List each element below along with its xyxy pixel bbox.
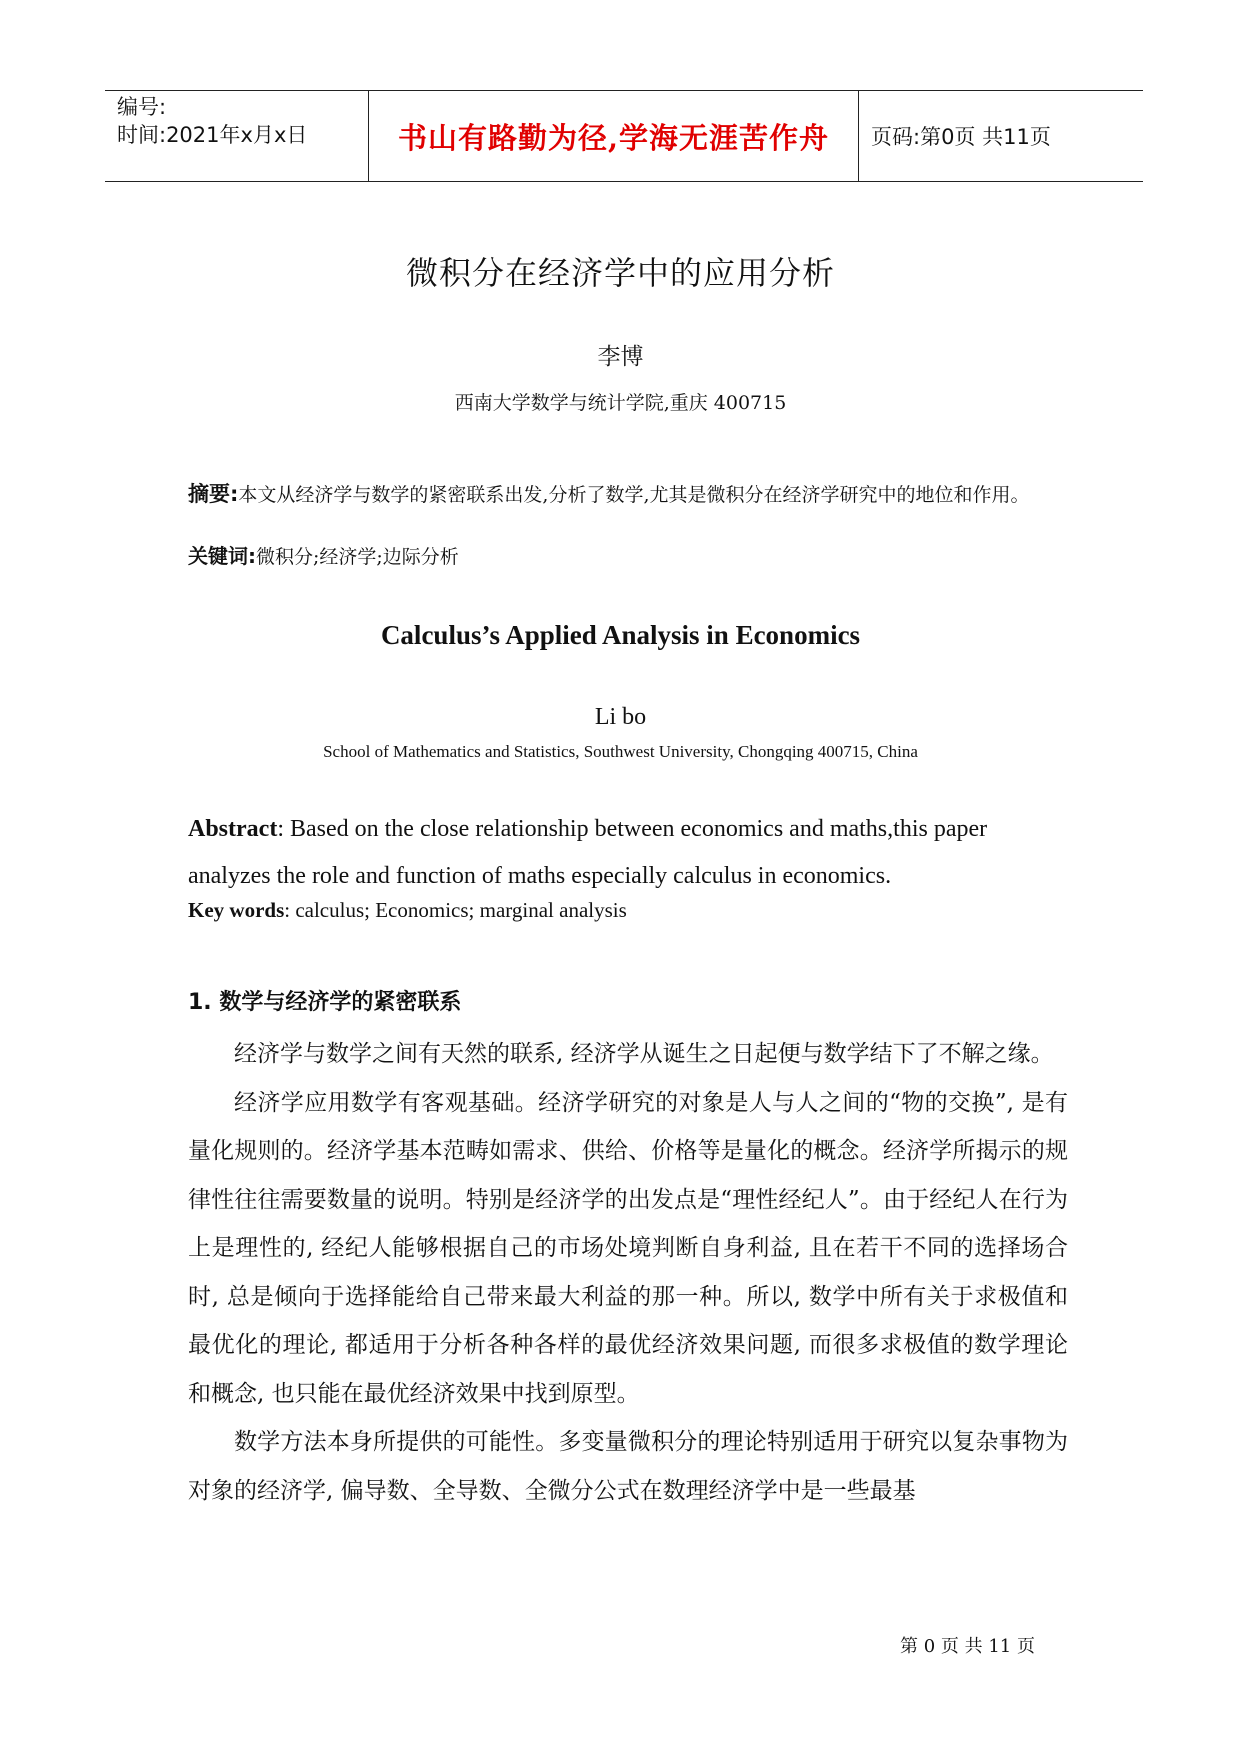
header-left-cell xyxy=(105,91,369,181)
header-table xyxy=(105,90,1143,182)
keywords-cn-text: 微积分;经济学;边际分析 xyxy=(256,546,459,568)
abstract-cn-text: 本文从经济学与数学的紧密联系出发,分析了数学,尤其是微积分在经济学研究中的地位和作用。 xyxy=(238,484,1030,506)
author-en: Li bo xyxy=(594,704,647,730)
abstract-cn-label: 摘要: xyxy=(188,482,239,506)
abstract-cn xyxy=(188,478,1068,511)
body-paragraph: 经济学应用数学有客观基础。经济学研究的对象是人与人之间的“物的交换”, 是有量化规则的。经济学基本范畴如需求、供给、价格等是量化的概念。经济学所揭示的规律性往往需要数量的说明。特别是经济学的出发点是“理性经纪人”。由于经纪人在行为上是理性的, 经纪人能够根据自己的市场处境判断自身利益, 且在若干不同的选择场合时, 总是倾向于选择能给自己带来最大利益的那一种。所以, 数学中所有关于求极值和最优化的理论, 都适用于分析各种各样的最优经济效果问题, 而很多求极值的数学理论和概念, 也只能在最优经济效果中找到原型。 xyxy=(188,1089,1068,1407)
header-motto: 书山有路勤为径,学海无涯苦作舟 xyxy=(369,91,859,181)
keywords-en xyxy=(188,898,1068,923)
abstract-en-label: Abstract xyxy=(188,816,278,842)
section-body xyxy=(188,1030,1068,1515)
header-page-info: 页码:第0页 共11页 xyxy=(871,125,1051,149)
abstract-en xyxy=(188,806,1068,900)
section-heading: 1. 数学与经济学的紧密联系 xyxy=(188,990,462,1015)
affiliation-en: School of Mathematics and Statistics, Southwest University, Chongqing 400715, China xyxy=(323,742,918,761)
page-footer: 第 0 页 共 11 页 xyxy=(900,1636,1035,1657)
body-paragraph: 经济学与数学之间有天然的联系, 经济学从诞生之日起便与数学结下了不解之缘。 xyxy=(234,1041,1054,1067)
keywords-en-label: Key words xyxy=(188,898,285,922)
time-label: 时间:2021年x月x日 xyxy=(117,123,308,147)
keywords-en-text: : calculus; Economics; marginal analysis xyxy=(284,898,627,922)
keywords-cn-label: 关键词: xyxy=(188,544,256,568)
body-paragraph: 数学方法本身所提供的可能性。多变量微积分的理论特别适用于研究以复杂事物为对象的经济学, 偏导数、全导数、全微分公式在数理经济学中是一些最基 xyxy=(188,1429,1068,1504)
paper-title: 微积分在经济学中的应用分析 xyxy=(405,254,835,292)
code-label: 编号: xyxy=(117,95,167,119)
author-cn: 李博 xyxy=(597,344,644,370)
keywords-cn xyxy=(188,540,1068,573)
paper-title-en: Calculus’s Applied Analysis in Economics xyxy=(380,620,861,650)
abstract-en-text: : Based on the close relationship between economics and maths,this paper analyzes the role and function of maths especially calculus in economics. xyxy=(188,816,988,889)
affiliation-cn: 西南大学数学与统计学院,重庆 400715 xyxy=(454,392,787,414)
